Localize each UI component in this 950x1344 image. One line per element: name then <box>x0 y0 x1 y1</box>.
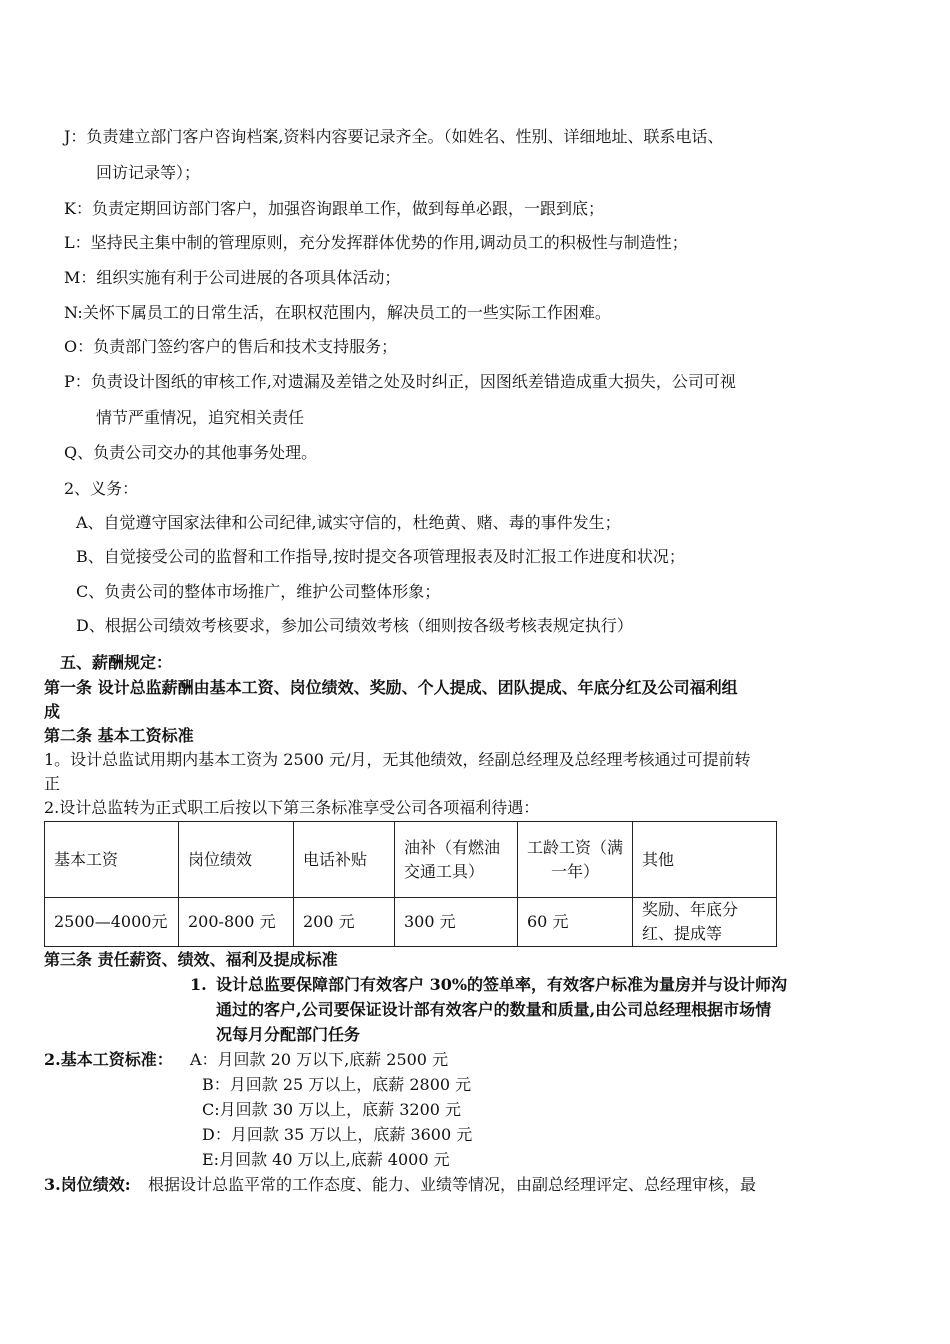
header-phone-allowance: 电话补贴 <box>294 822 395 898</box>
header-other: 其他 <box>633 822 777 898</box>
tier-a: A：月回款 20 万以下,底薪 2500 元 <box>190 1050 449 1069</box>
duty-q: Q、负责公司交办的其他事务处理。 <box>64 443 318 462</box>
tier-e: E:月回款 40 万以上,底薪 4000 元 <box>202 1150 450 1169</box>
duty-k: K：负责定期回访部门客户，加强咨询跟单工作，做到每单必跟，一跟到底； <box>64 199 604 218</box>
tier-d: D：月回款 35 万以上，底薪 3600 元 <box>202 1125 473 1144</box>
salary-table <box>44 821 777 947</box>
tier-b: B：月回款 25 万以上，底薪 2800 元 <box>202 1075 472 1094</box>
cell-fuel-allowance: 300 元 <box>395 898 518 947</box>
article2-para2: 2.设计总监转为正式职工后按以下第三条标准享受公司各项福利待遇： <box>44 798 540 817</box>
duty-l: L：坚持民主集中制的管理原则，充分发挥群体优势的作用,调动员工的积极性与制造性； <box>64 233 688 252</box>
header-post-performance: 岗位绩效 <box>179 822 294 898</box>
obligations-heading: 2、义务： <box>64 479 139 498</box>
article3-item1-line2: 通过的客户,公司要保证设计部有效客户的数量和质量,由公司总经理根据市场情 <box>216 1000 772 1019</box>
article1-line2: 成 <box>44 702 61 721</box>
duty-o: O：负责部门签约客户的售后和技术支持服务； <box>64 337 398 356</box>
header-seniority-pay: 工龄工资（满一年） <box>518 822 633 898</box>
obligation-a: A、自觉遵守国家法律和公司纪律,诚实守信的，杜绝黄、赌、毒的事件发生； <box>76 513 621 532</box>
obligation-b: B、自觉接受公司的监督和工作指导,按时提交各项管理报表及时汇报工作进度和状况； <box>76 547 685 566</box>
cell-phone-allowance: 200 元 <box>294 898 395 947</box>
obligation-c: C、负责公司的整体市场推广，维护公司整体形象； <box>76 582 441 601</box>
article3-item2-label: 2.基本工资标准： <box>44 1050 173 1069</box>
article2-para1-line2: 正 <box>44 774 61 793</box>
duty-j: J：负责建立部门客户咨询档案,资料内容要记录齐全。（如姓名、性别、详细地址、联系电话、 <box>64 127 724 146</box>
duty-n: N:关怀下属员工的日常生活，在职权范围内，解决员工的一些实际工作困难。 <box>64 303 611 322</box>
article3-item3-text: 根据设计总监平常的工作态度、能力、业绩等情况，由副总经理评定、总经理审核，最 <box>148 1175 757 1194</box>
article1-line1: 第一条 设计总监薪酬由基本工资、岗位绩效、奖励、个人提成、团队提成、年底分红及公司福利组 <box>44 678 738 697</box>
cell-base-salary: 2500—4000元 <box>45 898 179 947</box>
header-fuel-allowance: 油补（有燃油交通工具） <box>395 822 518 898</box>
duty-j-continued: 回访记录等）； <box>96 163 201 182</box>
duty-m: M：组织实施有利于公司进展的各项具体活动； <box>64 268 401 287</box>
section5-heading: 五、薪酬规定： <box>60 653 173 672</box>
article3-item1-line3: 况每月分配部门任务 <box>216 1025 361 1044</box>
article3-item3-label: 3.岗位绩效: <box>44 1175 131 1194</box>
article2-heading: 第二条 基本工资标准 <box>44 726 194 745</box>
cell-other: 奖励、年底分红、提成等 <box>633 898 777 947</box>
article3-heading: 第三条 责任薪资、绩效、福利及提成标准 <box>44 950 338 969</box>
header-base-salary: 基本工资 <box>45 822 179 898</box>
salary-table-header-row <box>45 822 777 898</box>
article3-item1-number: 1. <box>190 975 207 994</box>
salary-table-row <box>45 898 777 947</box>
article3-item1-line1: 设计总监要保障部门有效客户 30%的签单率，有效客户标准为量房并与设计师沟 <box>216 975 788 994</box>
duty-p-continued: 情节严重情况，追究相关责任 <box>96 408 305 427</box>
obligation-d: D、根据公司绩效考核要求，参加公司绩效考核（细则按各级考核表规定执行） <box>76 616 633 635</box>
tier-c: C:月回款 30 万以上，底薪 3200 元 <box>202 1100 462 1119</box>
cell-seniority-pay: 60 元 <box>518 898 633 947</box>
article2-para1-line1: 1。设计总监试用期内基本工资为 2500 元/月，无其他绩效，经副总经理及总经理考核通过可提前转 <box>44 750 751 769</box>
duty-p: P：负责设计图纸的审核工作,对遗漏及差错之处及时纠正，因图纸差错造成重大损失，公司可视 <box>64 372 736 391</box>
cell-post-performance: 200-800 元 <box>179 898 294 947</box>
